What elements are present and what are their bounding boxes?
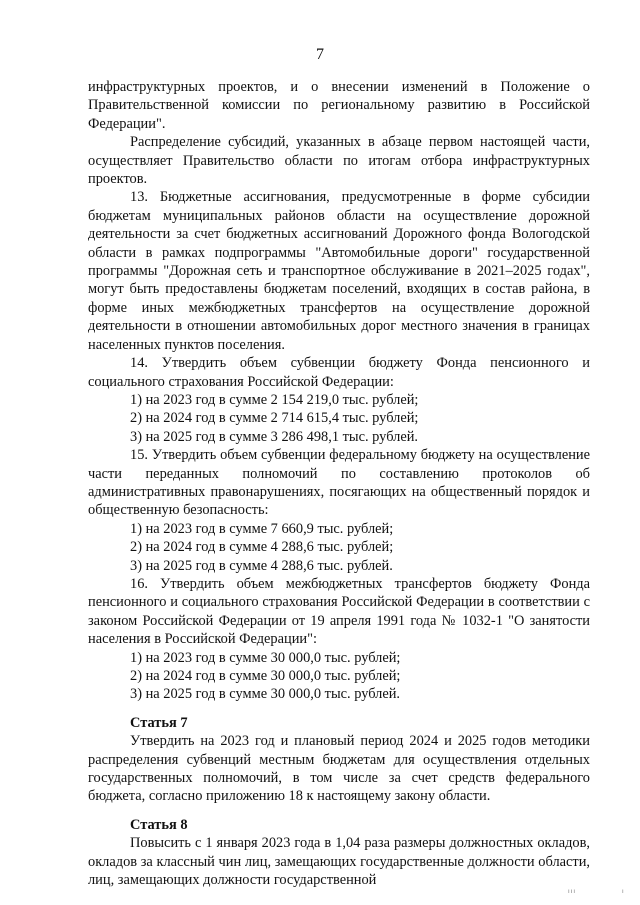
paragraph-subsidy-distribution: Распределение субсидий, указанных в абзаце первом настоящей части, осуществляет Правительство области по итогам отбора инфраструктурных проектов. [88,134,590,188]
paragraph-15: 15. Утвердить объем субвенции федеральному бюджету на осуществление части переданных полномочий по составлению протоколов об административных правонарушениях, посягающих на общественный порядок и общественную безопасность: [88,447,590,519]
paragraph-14: 14. Утвердить объем субвенции бюджету Фонда пенсионного и социального страхования Российской Федерации: [88,355,590,390]
article-7-heading: Статья 7 [130,714,188,731]
list-item-14-1: 1) на 2023 год в сумме 2 154 219,0 тыс. рублей; [130,391,419,408]
article-7-text: Утвердить на 2023 год и плановый период 2024 и 2025 годов методики распределения субвенций местным бюджетам для осуществления отдельных государственных полномочий, в том числе за счет средств федерального бюджета, согласно приложению 18 к настоящему закону области. [88,733,590,805]
list-item-14-2: 2) на 2024 год в сумме 2 714 615,4 тыс. рублей; [130,410,419,427]
paragraph-continuation: инфраструктурных проектов, и о внесении изменений в Положение о Правительственной комиссии по региональному развитию в Российской Федерации". [88,79,590,132]
section-spacer [88,704,590,714]
article-8-text: Повысить с 1 января 2023 года в 1,04 раза размеры должностных окладов, окладов за классный чин лиц, замещающих государственные должности области, лиц, замещающих должности государственной [88,835,590,889]
document-body [88,78,590,889]
list-item-16-3: 3) на 2025 год в сумме 30 000,0 тыс. рублей. [130,686,401,703]
scan-mark-left: ııı [568,888,577,895]
list-item-16-1: 1) на 2023 год в сумме 30 000,0 тыс. рублей; [130,649,401,666]
list-item-16-2: 2) на 2024 год в сумме 30 000,0 тыс. рублей; [130,668,401,684]
article-8-heading: Статья 8 [130,816,188,833]
section-spacer [88,806,590,816]
list-item-14-3: 3) на 2025 год в сумме 3 286 498,1 тыс. рублей. [130,428,419,445]
list-item-15-1: 1) на 2023 год в сумме 7 660,9 тыс. рублей; [130,520,394,537]
scan-mark-right: ı [622,888,625,895]
paragraph-13: 13. Бюджетные ассигнования, предусмотренные в форме субсидии бюджетам муниципальных районов области на осуществление дорожной деятельности за счет бюджетных ассигнований Дорожного фонда Вологодской области в рамках подпрограммы "Автомобильные дороги" государственной программы "Дорожная сеть и транспортное обслуживание в 2021–2025 годах", могут быть предоставлены бюджетам поселений, входящих в состав района, в форме иных межбюджетных трансфертов на осуществление дорожной деятельности в отношении автомобильных дорог местного значения в границах населенных пунктов поселения. [88,189,590,353]
list-item-15-2: 2) на 2024 год в сумме 4 288,6 тыс. рублей; [130,539,394,556]
list-item-15-3: 3) на 2025 год в сумме 4 288,6 тыс. рублей. [130,557,393,574]
page-number: 7 [316,46,324,63]
paragraph-16: 16. Утвердить объем межбюджетных трансфертов бюджету Фонда пенсионного и социального страхования Российской Федерации в соответствии с законом Российской Федерации от 19 апреля 1991 года № 1032-1 "О занятости населения в Российской Федерации": [88,575,590,648]
